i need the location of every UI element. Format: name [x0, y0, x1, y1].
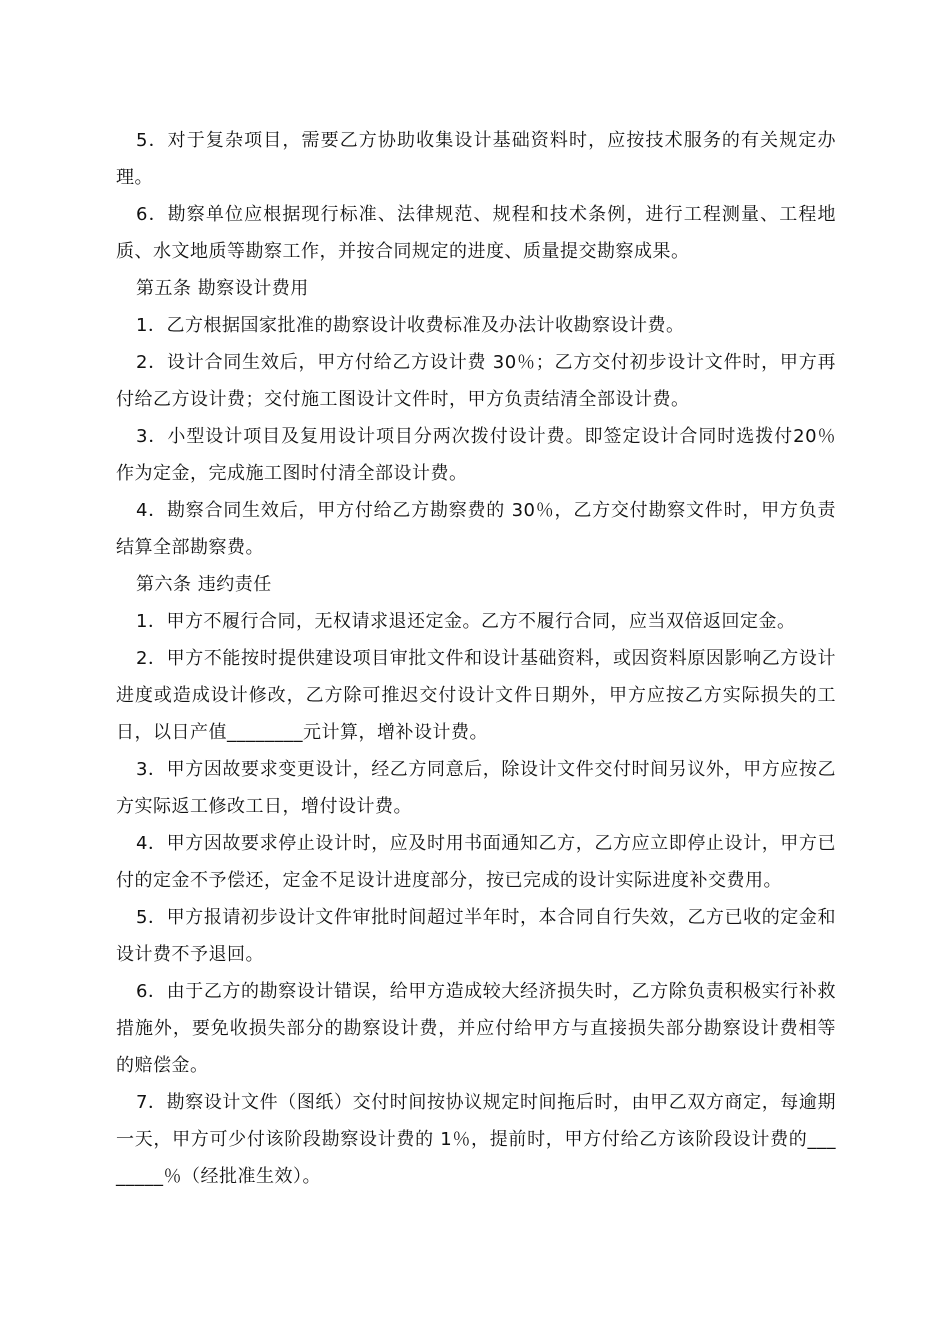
- clause-6-item-3: 3．甲方因故要求变更设计，经乙方同意后，除设计文件交付时间另议外，甲方应按乙方实际返工修改工日，增付设计费。: [116, 759, 836, 817]
- clause-5-item-2: 2．设计合同生效后，甲方付给乙方设计费 30％；乙方交付初步设计文件时，甲方再付给乙方设计费；交付施工图设计文件时，甲方负责结清全部设计费。: [116, 352, 836, 410]
- clause-6-item-2: 2．甲方不能按时提供建设项目审批文件和设计基础资料，或因资料原因影响乙方设计进度或造成设计修改，乙方除可推迟交付设计文件日期外，甲方应按乙方实际损失的工日，以日产值________元计算，增补设计费。: [116, 648, 836, 743]
- clause-6-item-1: 1．甲方不履行合同，无权请求退还定金。乙方不履行合同，应当双倍返回定金。: [136, 611, 796, 632]
- clause-4-item-6: 6．勘察单位应根据现行标准、法律规范、规程和技术条例，进行工程测量、工程地质、水文地质等勘察工作，并按合同规定的进度、质量提交勘察成果。: [116, 204, 836, 262]
- clause-6-item-6: 6．由于乙方的勘察设计错误，给甲方造成较大经济损失时，乙方除负责积极实行补救措施外，要免收损失部分的勘察设计费，并应付给甲方与直接损失部分勘察设计费相等的赔偿金。: [116, 981, 836, 1076]
- clause-5-item-3: 3．小型设计项目及复用设计项目分两次拨付设计费。即签定设计合同时选拨付20％作为定金，完成施工图时付清全部设计费。: [116, 426, 836, 484]
- clause-6-item-5: 5．甲方报请初步设计文件审批时间超过半年时，本合同自行失效，乙方已收的定金和设计费不予退回。: [116, 907, 836, 965]
- document-body: [116, 122, 836, 1195]
- clause-5-item-1: 1．乙方根据国家批准的勘察设计收费标准及办法计收勘察设计费。: [136, 315, 685, 336]
- clause-6-item-7: 7．勘察设计文件（图纸）交付时间按协议规定时间拖后时，由甲乙双方商定，每逾期一天，甲方可少付该阶段勘察设计费的 1％，提前时，甲方付给乙方该阶段设计费的________％（经批准生效）。: [116, 1092, 836, 1187]
- section-heading-article-5: 第五条 勘察设计费用: [136, 278, 309, 299]
- clause-5-item-4: 4．勘察合同生效后，甲方付给乙方勘察费的 30％，乙方交付勘察文件时，甲方负责结算全部勘察费。: [116, 500, 836, 558]
- clause-4-item-5: 5．对于复杂项目，需要乙方协助收集设计基础资料时，应按技术服务的有关规定办理。: [116, 130, 836, 188]
- section-heading-article-6: 第六条 违约责任: [136, 574, 272, 595]
- clause-6-item-4: 4．甲方因故要求停止设计时，应及时用书面通知乙方，乙方应立即停止设计，甲方已付的定金不予偿还，定金不足设计进度部分，按已完成的设计实际进度补交费用。: [116, 833, 836, 891]
